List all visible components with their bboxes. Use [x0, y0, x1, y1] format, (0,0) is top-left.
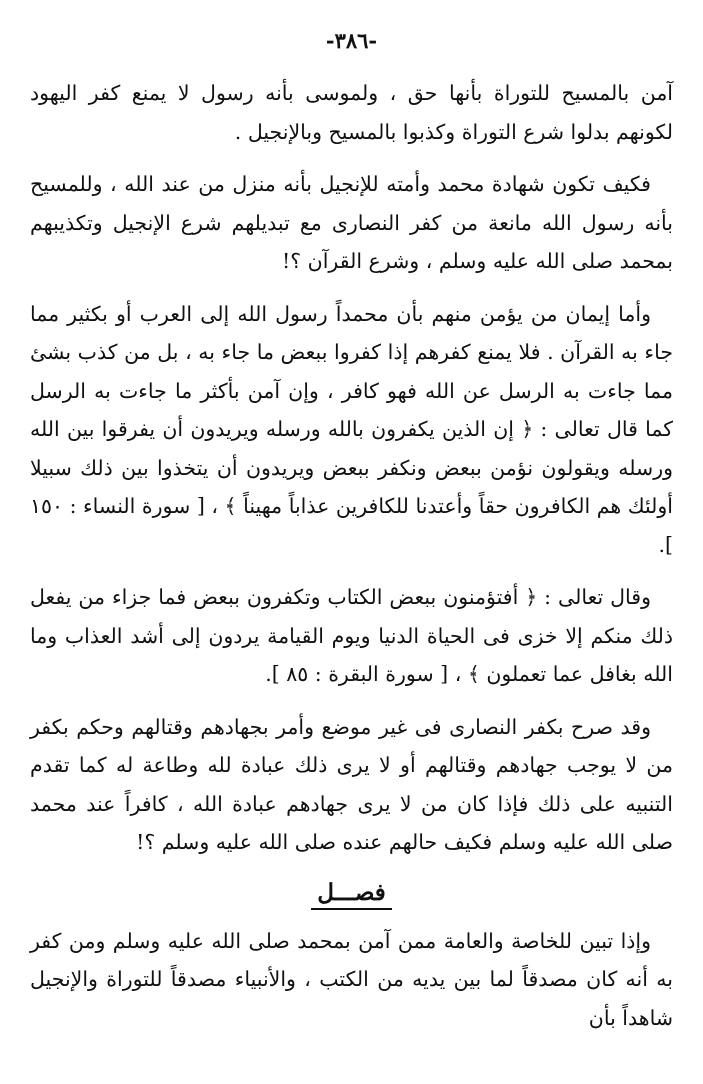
paragraph-1: آمن بالمسيح للتوراة بأنها حق ، ولموسى بأنه رسول لا يمنع كفر اليهود لكونهم بدلوا شرع التوراة وكذبوا بالمسيح وبالإنجيل .: [30, 81, 673, 144]
paragraph-5: وقد صرح بكفر النصارى فى غير موضع وأمر بجهادهم وقتالهم وحكم بكفر من لا يوجب جهادهم وقتالهم أو لا يرى ذلك عبادة لله وطاعة له كما تقدم التنبيه على ذلك فإذا كان من لا يرى جهادهم عبادة الله ، كافراً عند محمد صلى الله عليه وسلم فكيف حالهم عنده صلى الله عليه وسلم ؟!: [30, 714, 673, 854]
document-page: [30, 26, 673, 1074]
section-heading-text: فصـــل: [311, 879, 392, 910]
paragraph-2: فكيف تكون شهادة محمد وأمته للإنجيل بأنه منزل من عند الله ، وللمسيح بأنه رسول الله مانعة من كفر النصارى مع تبديلهم شرع الإنجيل وتكذيبهم بمحمد صلى الله عليه وسلم ، وشرع القرآن ؟!: [30, 172, 673, 273]
paragraph-4: وقال تعالى : ﴿ أفتؤمنون ببعض الكتاب وتكفرون ببعض فما جزاء من يفعل ذلك منكم إلا خزى فى الحياة الدنيا ويوم القيامة يردون إلى أشد العذاب وما الله بغافل عما تعملون ﴾ ، [ سورة البقرة : ٨٥ ].: [30, 585, 673, 686]
page-number: -٣٨٦-: [325, 28, 378, 53]
paragraph-3: وأما إيمان من يؤمن منهم بأن محمداً رسول الله إلى العرب أو بكثير مما جاء به القرآن . فلا يمنع كفرهم إذا كفروا ببعض ما جاء به ، بل من كذب بشئ مما جاءت به الرسل عن الله فهو كافر ، وإن آمن بأكثر ما جاءت به الرسل كما قال تعالى : ﴿ إن الذين يكفرون بالله ورسله ويريدون أن يفرقوا بين الله ورسله ويقولون نؤمن ببعض ونكفر ببعض ويريدون أن يتخذوا بين ذلك سبيلا أولئك هم الكافرون حقاً وأعتدنا للكافرين عذاباً مهيناً ﴾ ، [ سورة النساء : ١٥٠ ].: [30, 301, 673, 557]
closing-paragraph: وإذا تبين للخاصة والعامة ممن آمن بمحمد صلى الله عليه وسلم ومن كفر به أنه كان مصدقاً لما بين يديه من الكتب ، والأنبياء مصدقاً للتوراة والإنجيل شاهداً بأن: [30, 928, 673, 1030]
section-heading: [30, 876, 673, 910]
